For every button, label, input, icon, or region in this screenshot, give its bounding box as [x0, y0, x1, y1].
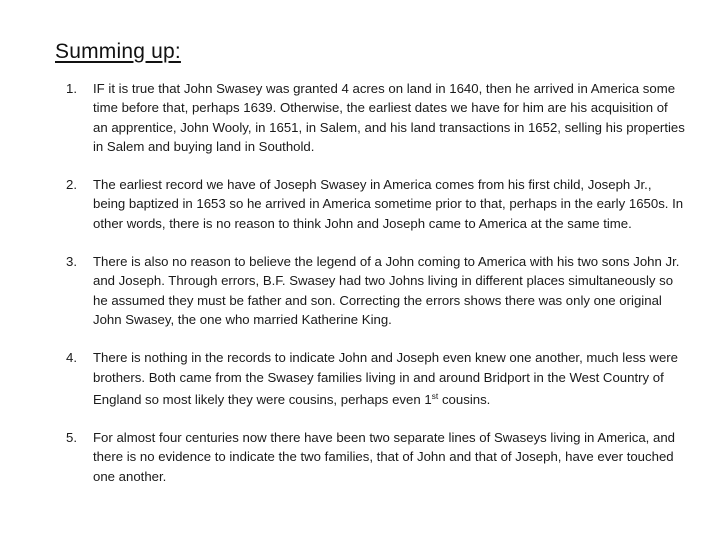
list-item-number: 1.	[66, 81, 77, 96]
list-item-text-part: There is nothing in the records to indicate John and Joseph even knew one another, much less were brothers. Both came from the Swasey families living in and around Bridport in the West Country of England so most likely they were cousins, perhaps even 1	[93, 350, 679, 407]
ordinal-superscript: st	[431, 390, 439, 401]
slide-title: Summing up:	[55, 40, 181, 63]
summary-list	[66, 79, 686, 505]
list-item-text: For almost four centuries now there have been two separate lines of Swaseys living in America, and there is no evidence to indicate the two families, that of John and that of Joseph, have ever touched one another.	[93, 430, 676, 484]
list-item	[66, 252, 686, 329]
list-item	[66, 428, 686, 486]
list-item-text-part: cousins.	[438, 391, 491, 407]
list-item-number: 5.	[66, 430, 77, 446]
list-item-number: 3.	[66, 254, 77, 270]
list-item	[66, 348, 686, 409]
list-item	[66, 175, 686, 233]
list-item-text	[93, 348, 686, 409]
list-item-text: There is also no reason to believe the legend of a John coming to America with his two sons John Jr. and Joseph. Through errors, B.F. Swasey had two Johns living in different places simultaneously so he assumed they must be father and son. Correcting the errors shows there was only one original John Swasey, the one who married Katherine King.	[93, 254, 680, 327]
list-item	[66, 79, 686, 156]
list-item-number: 4.	[66, 350, 77, 366]
list-item-text: IF it is true that John Swasey was granted 4 acres on land in 1640, then he arrived in America some time before that, perhaps 1639. Otherwise, the earliest dates we have for him are his acquisition of an apprentice, John Wooly, in 1651, in Salem, and his land transactions in 1652, selling his properties in Salem and buying land in Southold.	[93, 81, 685, 154]
list-item-text: The earliest record we have of Joseph Swasey in America comes from his first child, Joseph Jr., being baptized in 1653 so he arrived in America sometime prior to that, perhaps in the early 1650s. In other words, there is no reason to think John and Joseph came to America at the same time.	[93, 177, 684, 231]
list-item-number: 2.	[66, 177, 77, 193]
